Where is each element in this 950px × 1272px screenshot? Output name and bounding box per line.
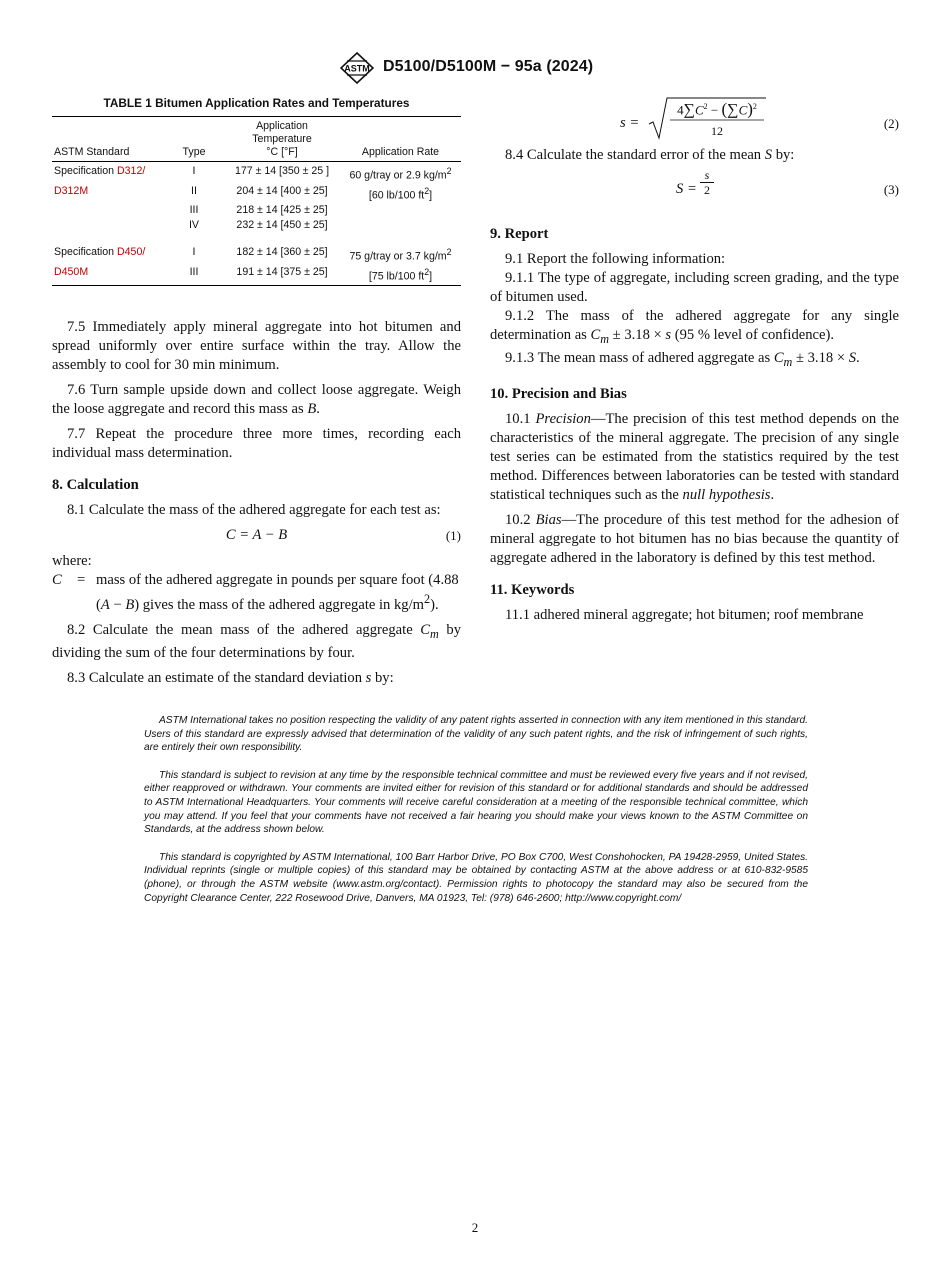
astm-logo-icon <box>340 52 374 84</box>
paragraph-9-1-1: 9.1.1 The type of aggregate, including screen grading, and the type of bitumen used. <box>490 270 899 305</box>
temp-cell: 232 ± 14 [450 ± 25] <box>236 219 328 232</box>
eq2-open: ( <box>721 99 728 119</box>
rate-line2: [75 lb/100 ft <box>368 270 425 283</box>
temp-cell: 218 ± 14 [425 ± 25] <box>236 204 328 217</box>
equation-3-number: (3) <box>883 182 899 197</box>
eq2-sum2: ∑ <box>727 101 739 119</box>
eq2-close: ) <box>747 99 753 119</box>
table-row <box>52 162 461 184</box>
table-row <box>52 265 461 286</box>
paragraph-7-6 <box>52 381 461 419</box>
p84-text-a: 8.4 Calculate the standard error of the mean <box>505 147 765 163</box>
eq2-numerator <box>668 97 766 119</box>
eq2-sq: 2 <box>703 102 708 111</box>
paragraph-9-1-3 <box>490 349 899 372</box>
rate-line2: [60 lb/100 ft <box>368 189 425 202</box>
rate-sup: 2 <box>446 247 452 258</box>
temp-header-line1: Application <box>256 120 308 132</box>
type-cell: I <box>192 246 196 259</box>
p82-text-b: by dividing the sum of the four determinations by four. <box>52 621 461 661</box>
table-row <box>52 203 461 218</box>
p102-num: 10.2 <box>505 511 536 528</box>
rate-sup: 2 <box>424 266 430 277</box>
col-header-rate: Application Rate <box>340 117 461 162</box>
p83-text-b: by: <box>371 669 394 686</box>
def-text-b: ) gives the mass of the adhered aggregate in kg/m <box>134 596 425 613</box>
eq2-sum: ∑ <box>683 101 695 119</box>
temp-cell: 191 ± 14 [375 ± 25] <box>224 265 340 286</box>
def-var-a: A <box>100 596 110 613</box>
p82-sub: m <box>430 626 439 641</box>
spec-label: Specification <box>54 165 118 177</box>
spec-link-d312m[interactable]: D312M <box>54 184 89 197</box>
rate-cell <box>340 245 461 265</box>
p912-text-c: (95 % level of confidence). <box>671 327 834 343</box>
type-cell: IV <box>188 219 199 232</box>
paragraph-7-7: 7.7 Repeat the procedure three more times, recording each individual mass determination. <box>52 426 461 462</box>
paragraph-8-4 <box>490 146 899 165</box>
spec-label: Specification <box>54 246 118 259</box>
right-column <box>490 94 899 625</box>
rate-cell <box>340 184 461 204</box>
def-sup: 2 <box>424 592 431 607</box>
eq3-fraction <box>700 168 714 197</box>
p82-text-a: 8.2 Calculate the mean mass of the adhered aggregate <box>67 621 421 638</box>
spec-cell <box>52 184 164 204</box>
p101-term: Precision <box>535 410 591 427</box>
where-label: where: <box>52 553 92 570</box>
p83-text-a: 8.3 Calculate an estimate of the standard deviation <box>67 669 366 686</box>
p913-sub: m <box>783 354 793 369</box>
p76-var: B <box>307 401 317 418</box>
p84-var: S <box>764 147 773 163</box>
paragraph-9-1-2 <box>490 307 899 349</box>
p82-var: C <box>420 621 431 638</box>
type-cell: I <box>192 165 196 177</box>
paragraph-9-1: 9.1 Report the following information: <box>505 251 726 267</box>
equation-1-number: (1) <box>445 528 461 544</box>
rate-line1: 75 g/tray or 3.7 kg/m <box>349 250 447 263</box>
def-text <box>96 571 461 615</box>
temp-header-line3: °C [°F] <box>266 146 298 158</box>
def-var-b: B <box>125 596 135 613</box>
p913-s: S <box>848 349 856 366</box>
paragraph-10-1 <box>490 410 899 505</box>
section-heading-11: 11. Keywords <box>490 581 575 598</box>
p83-var: s <box>365 669 372 686</box>
variable-definition <box>52 571 461 615</box>
note-copyright: This standard is copyrighted by ASTM International, 100 Barr Harbor Drive, PO Box C700, West Conshohocken, PA 19428-2959, United States. Individual reprints (single or multiple copies) of this standard may be obtained by contacting ASTM at the above address or at 610-832-9585 (phone), or through the ASTM website (www.astm.org/contact). Permission rights to photocopy the standard may also be secured from the Copyright Clearance Center, 222 Rosewood Drive, Danvers, MA 01923, Tel: (978) 646-2600; http://www.copyright.com/ <box>144 851 808 904</box>
rate-cell <box>340 162 461 184</box>
section-heading-9: 9. Report <box>490 226 549 242</box>
eq2-denominator: 12 <box>711 124 723 138</box>
p913-text-a: 9.1.3 The mean mass of adhered aggregate as <box>505 349 774 366</box>
def-symbol: C <box>52 572 62 589</box>
rate-sup: 2 <box>446 166 452 176</box>
p102-text: —The procedure of this test method for the adhesion of mineral aggregate to hot bitumen has no bias because the quantity of aggregate adhered in the laboratory is defined by this test method. <box>490 511 900 566</box>
p101-num: 10.1 <box>505 410 536 427</box>
temp-header-line2: Temperature <box>252 133 312 145</box>
p101-end: . <box>770 486 775 503</box>
col-header-temperature <box>224 117 340 162</box>
temp-cell: 177 ± 14 [350 ± 25 ] <box>234 165 330 177</box>
paragraph-11-1: 11.1 adhered mineral aggregate; hot bitumen; roof membrane <box>505 606 864 623</box>
document-designation: D5100/D5100M − 95a (2024) <box>383 58 594 75</box>
temp-cell: 204 ± 14 [400 ± 25] <box>236 184 328 197</box>
type-cell: III <box>164 265 224 286</box>
section-heading-10: 10. Precision and Bias <box>490 385 627 402</box>
page-number: 2 <box>471 1220 479 1235</box>
eq2-four: 4 <box>677 102 684 118</box>
table-row <box>52 218 461 233</box>
p84-text-b: by: <box>772 147 795 163</box>
def-minus: − <box>109 596 126 613</box>
equation-2 <box>490 94 899 142</box>
note-revision: This standard is subject to revision at any time by the responsible technical committee and must be reviewed every five years and if not revised, either reapproved or withdrawn. Your comments are invited either for revision of this standard or for additional standards and should be addressed to ASTM International Headquarters. Your comments will receive careful consideration at a meeting of the responsible technical committee, which you may attend. If you feel that your comments have not received a fair hearing you should make your views known to the ASTM Committee on Standards, at the address shown below. <box>144 769 808 836</box>
p912-var: C <box>590 327 601 343</box>
equation-1 <box>52 526 461 552</box>
spec-link-d450[interactable]: D450/ <box>117 246 146 259</box>
p912-sub: m <box>600 331 610 346</box>
def-equals: = <box>77 572 86 589</box>
legal-notes <box>144 714 808 919</box>
p76-end: . <box>316 401 320 418</box>
p912-text-b: ± 3.18 × <box>609 327 666 343</box>
p76-text: 7.6 Turn sample upside down and collect loose aggregate. Weigh the loose aggregate and record this mass as <box>52 382 461 418</box>
eq3-numerator: s <box>700 168 714 183</box>
rate-line1: 60 g/tray or 2.9 kg/m <box>349 169 447 182</box>
col-header-standard: ASTM Standard <box>52 117 164 162</box>
rate-sup: 2 <box>424 185 430 196</box>
rate-bracket: ] <box>429 189 433 202</box>
left-column <box>52 94 461 688</box>
paragraph-8-3 <box>52 669 461 688</box>
paragraph-8-1: 8.1 Calculate the mass of the adhered aggregate for each test as: <box>67 502 441 519</box>
equation-3 <box>490 165 899 209</box>
col-header-type: Type <box>164 117 224 162</box>
eq2-lhs: s = <box>620 115 640 131</box>
bitumen-table <box>52 116 461 286</box>
p913-text-b: ± 3.18 × <box>792 349 849 366</box>
spec-link-d312[interactable]: D312/ <box>117 165 146 177</box>
section-heading-8: 8. Calculation <box>52 477 139 494</box>
spec-link-d450m[interactable]: D450M <box>54 265 89 278</box>
p912-s: s <box>665 327 672 343</box>
rate-bracket: ] <box>429 270 433 283</box>
temp-cell: 182 ± 14 [360 ± 25] <box>236 246 328 259</box>
logo-text: ASTM <box>344 63 370 74</box>
p913-text-c: . <box>856 349 860 366</box>
spec-cell <box>52 162 164 184</box>
p102-term: Bias <box>535 511 562 528</box>
eq2-c2: C <box>738 102 748 118</box>
equation-1-body: C = A − B <box>225 527 288 544</box>
eq2-minus: − <box>710 102 719 118</box>
type-cell: II <box>191 184 197 197</box>
table-row <box>52 245 461 265</box>
equation-2-number: (2) <box>883 116 899 131</box>
eq2-sq2: 2 <box>752 102 757 111</box>
p101-text: —The precision of this test method depends on the characteristics of the mineral aggregate. The precision of any single test series can be estimated from the statistics required by the test method. Differences between laboratories can be tested with standard statistical techniques such as the <box>490 410 899 503</box>
p101-null: null hypothesis <box>682 486 771 503</box>
spec-cell <box>52 245 164 265</box>
p913-var: C <box>773 349 784 366</box>
eq3-lhs: S = <box>676 181 697 197</box>
table-row <box>52 184 461 204</box>
eq2-c: C <box>694 102 704 118</box>
table-header-row <box>52 117 461 162</box>
paragraph-7-5: 7.5 Immediately apply mineral aggregate into hot bitumen and spread uniformly over entire surface within the tray. Allow the assembly to cool for 30 min minimum. <box>52 319 461 374</box>
table-caption: TABLE 1 Bitumen Application Rates and Temperatures <box>103 96 410 110</box>
eq3-denominator: 2 <box>704 183 710 197</box>
paragraph-10-2 <box>490 511 899 568</box>
p912-text-a: 9.1.2 The mass of the adhered aggregate for any single determination as <box>490 308 899 343</box>
type-cell: III <box>189 204 199 217</box>
note-patent: ASTM International takes no position respecting the validity of any patent rights asserted in connection with any item mentioned in this standard. Users of this standard are expressly advised that determination of the validity of any such patent rights, and the risk of infringement of such rights, are entirely their own responsibility. <box>144 715 808 754</box>
paragraph-8-2 <box>52 621 461 663</box>
spec-cell <box>52 265 164 286</box>
def-text-a: mass of the adhered aggregate in pounds per square foot (4.88 ( <box>96 572 459 613</box>
rate-cell <box>340 265 461 286</box>
page-header <box>0 52 950 86</box>
def-end: ). <box>430 596 439 613</box>
